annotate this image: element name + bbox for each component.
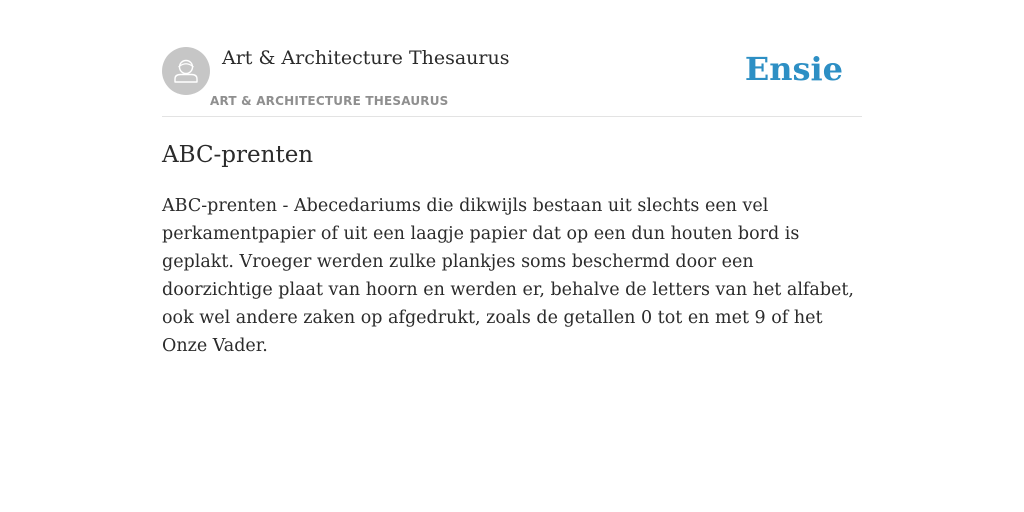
user-avatar-icon [162, 47, 210, 95]
definition-card [162, 0, 862, 356]
author-name[interactable]: Art & Architecture Thesaurus [222, 47, 510, 69]
brand-logo[interactable]: Ensie [744, 50, 843, 88]
page-title: ABC-prenten [162, 142, 314, 168]
definition-text: ABC-prenten - Abecedariums die dikwijls bestaan uit slechts een vel perkamentpapier of uit een laagje papier dat op een dun houten bord is geplakt. Vroeger werden zulke plankjes soms beschermd door een doorzichtige plaat van hoorn en werden er, behalve de letters van het alfabet, ook wel andere zaken op afgedrukt, zoals de getallen 0 tot en met 9 of het Onze Vader. [162, 196, 854, 356]
avatar[interactable] [162, 47, 210, 95]
card-header [162, 0, 862, 117]
author-category[interactable]: ART & ARCHITECTURE THESAURUS [210, 94, 449, 108]
